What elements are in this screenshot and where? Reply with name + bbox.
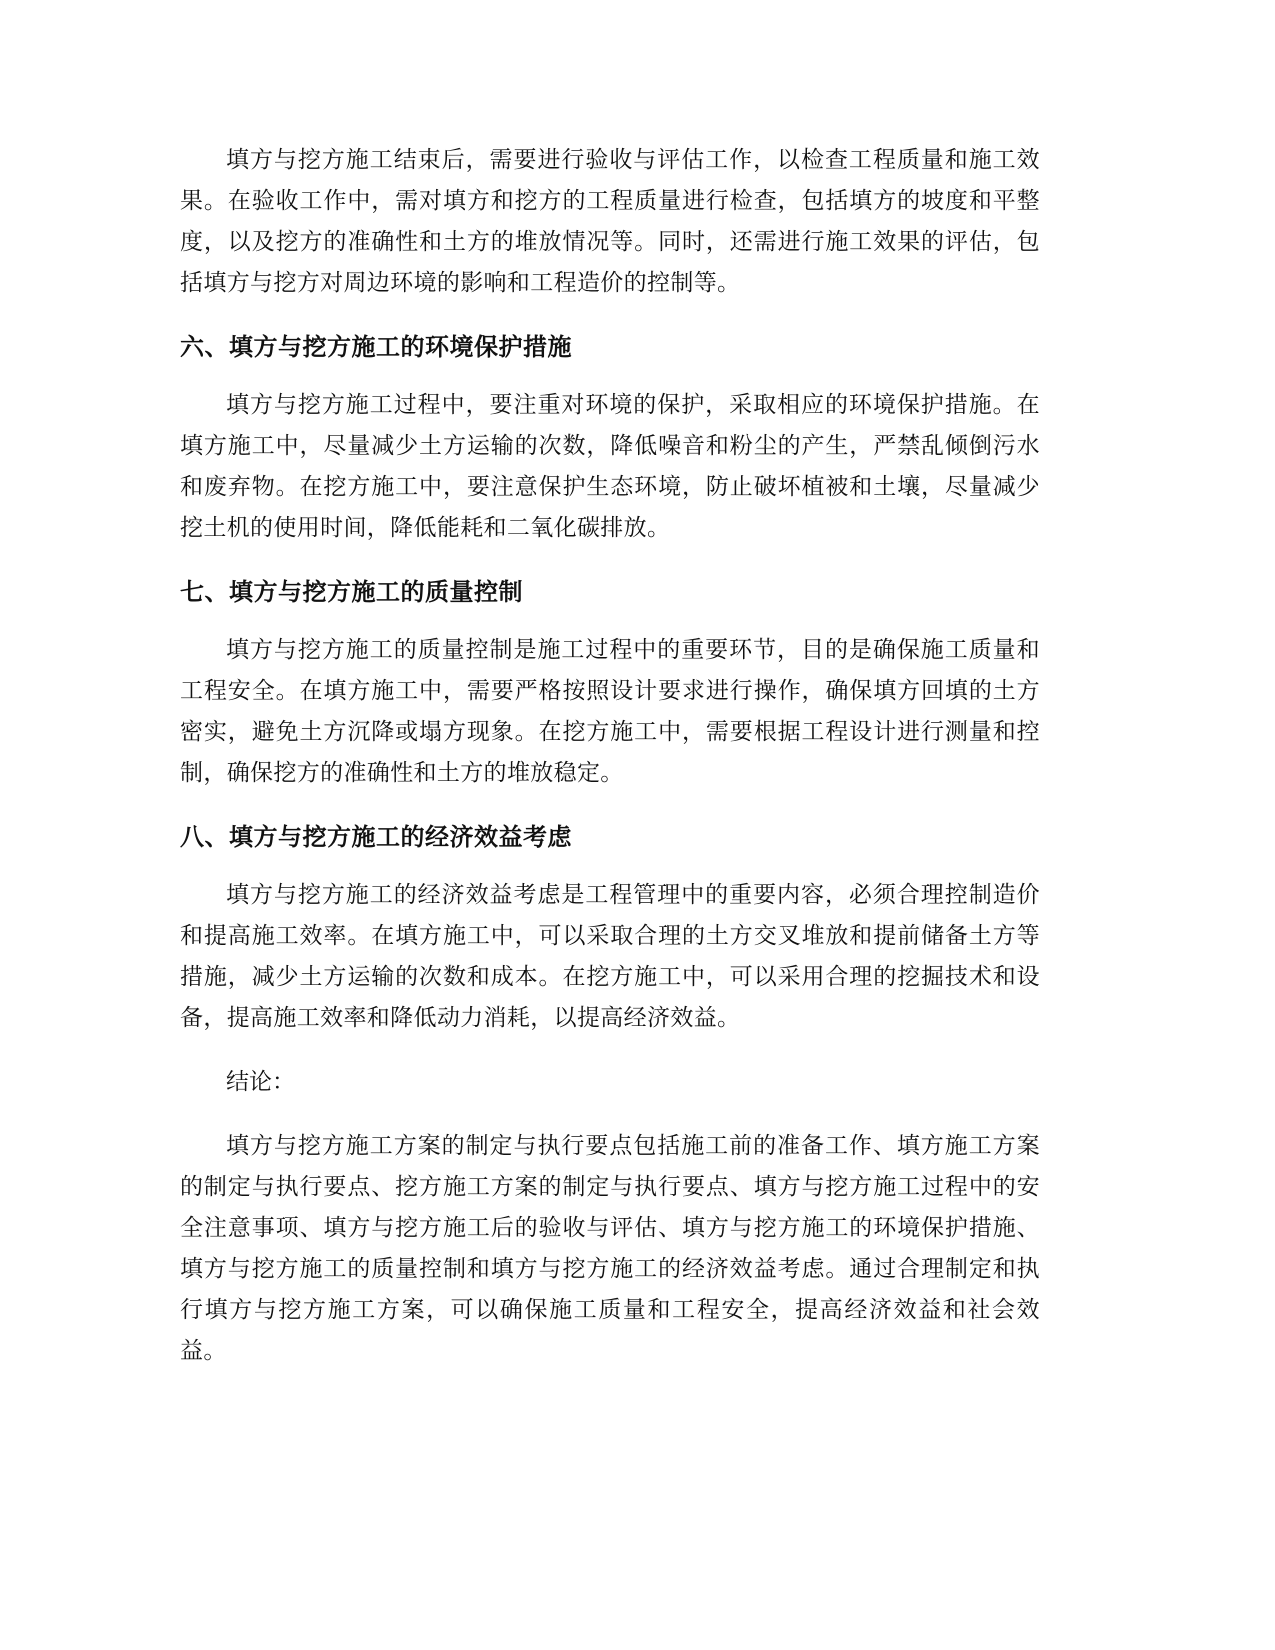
section-heading-quality-control: 七、填方与挖方施工的质量控制: [180, 578, 523, 606]
paragraph-acceptance: 填方与挖方施工结束后，需要进行验收与评估工作，以检查工程质量和施工效果。在验收工作中，需对填方和挖方的工程质量进行检查，包括填方的坡度和平整度，以及挖方的准确性和土方的堆放情况等。同时，还需进行施工效果的评估，包括填方与挖方对周边环境的影响和工程造价的控制等。: [180, 147, 1040, 296]
paragraph-economic-benefit: 填方与挖方施工的经济效益考虑是工程管理中的重要内容，必须合理控制造价和提高施工效率。在填方施工中，可以采取合理的土方交叉堆放和提前储备土方等措施，减少土方运输的次数和成本。在挖方施工中，可以采用合理的挖掘技术和设备，提高施工效率和降低动力消耗，以提高经济效益。: [180, 882, 1040, 1031]
section-heading-environmental-protection: 六、填方与挖方施工的环境保护措施: [180, 333, 572, 361]
paragraph-quality-control: 填方与挖方施工的质量控制是施工过程中的重要环节，目的是确保施工质量和工程安全。在填方施工中，需要严格按照设计要求进行操作，确保填方回填的土方密实，避免土方沉降或塌方现象。在挖方施工中，需要根据工程设计进行测量和控制，确保挖方的准确性和土方的堆放稳定。: [180, 637, 1040, 786]
section-heading-economic-benefit: 八、填方与挖方施工的经济效益考虑: [180, 823, 572, 851]
conclusion-label: 结论：: [226, 1069, 295, 1095]
paragraph-conclusion: 填方与挖方施工方案的制定与执行要点包括施工前的准备工作、填方施工方案的制定与执行要点、挖方施工方案的制定与执行要点、填方与挖方施工过程中的安全注意事项、填方与挖方施工后的验收与评估、填方与挖方施工的环境保护措施、填方与挖方施工的质量控制和填方与挖方施工的经济效益考虑。通过合理制定和执行填方与挖方施工方案，可以确保施工质量和工程安全，提高经济效益和社会效益。: [180, 1133, 1040, 1364]
document-page: [180, 140, 1040, 1395]
paragraph-environmental-protection: 填方与挖方施工过程中，要注重对环境的保护，采取相应的环境保护措施。在填方施工中，尽量减少土方运输的次数，降低噪音和粉尘的产生，严禁乱倾倒污水和废弃物。在挖方施工中，要注意保护生态环境，防止破坏植被和土壤，尽量减少挖土机的使用时间，降低能耗和二氧化碳排放。: [180, 392, 1040, 541]
